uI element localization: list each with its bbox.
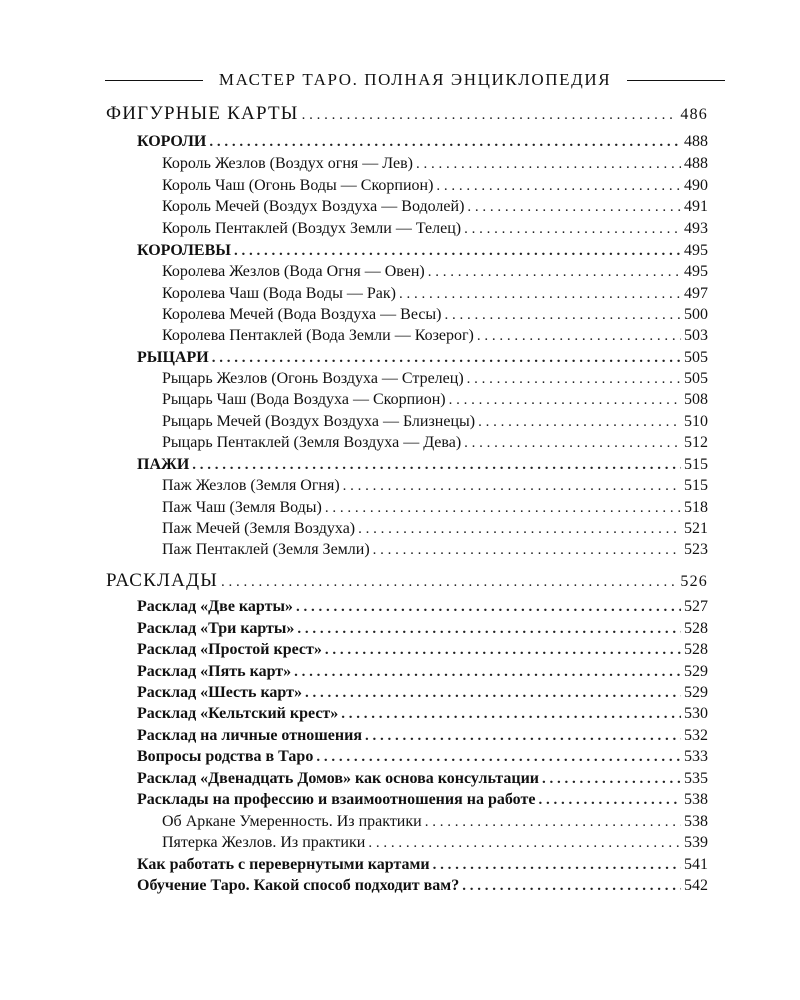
toc-page-number: 491 [684,198,708,215]
toc-page-number: 526 [680,573,708,590]
toc-section [106,570,708,592]
toc-page-number: 495 [684,263,708,280]
dot-leader [341,706,681,723]
dot-leader [296,599,681,616]
toc-page-number: 503 [684,327,708,344]
toc-page-number: 510 [684,413,708,430]
toc-page-number: 530 [684,705,708,722]
toc-page-number: 493 [684,220,708,237]
dot-leader [425,814,681,831]
dot-leader [358,521,681,538]
toc-chapter [106,598,708,616]
toc-subentry [106,155,708,173]
toc-page-number: 539 [684,834,708,851]
toc-page-number: 512 [684,434,708,451]
dot-leader [416,156,681,173]
toc-entry-title: Об Аркане Умеренность. Из практики [162,813,422,830]
toc-chapter [106,242,708,260]
toc-page-number: 488 [684,155,708,172]
toc-page-number: 488 [684,133,708,150]
dot-leader [221,574,677,591]
toc-entry-title: Паж Чаш (Земля Воды) [162,499,322,516]
dot-leader [365,728,681,745]
toc-subentry [106,391,708,409]
toc-subentry [106,541,708,559]
toc-chapter [106,705,708,723]
toc-entry-title: Как работать с перевернутыми картами [137,856,430,873]
dot-leader [234,243,681,260]
toc-entry-title: Расклад «Три карты» [137,620,295,637]
toc-page-number: 532 [684,727,708,744]
toc-page-number: 500 [684,306,708,323]
toc-chapter [106,133,708,151]
toc-subentry [106,177,708,195]
toc-chapter [106,727,708,745]
toc-subentry [106,434,708,452]
dot-leader [325,500,681,517]
running-header [105,66,725,94]
toc-entry-title: Король Чаш (Огонь Воды — Скорпион) [162,177,434,194]
dot-leader [467,199,681,216]
dot-leader [343,478,681,495]
toc-page-number: 515 [684,456,708,473]
toc-page-number: 490 [684,177,708,194]
toc-entry-title: Рыцарь Чаш (Вода Воздуха — Скорпион) [162,391,446,408]
dot-leader [428,264,681,281]
toc-page-number: 529 [684,663,708,680]
toc-entry-title: Королева Мечей (Вода Воздуха — Весы) [162,306,442,323]
dot-leader [192,457,681,474]
toc-entry-title: Расклад «Шесть карт» [137,684,302,701]
toc-entry-title: Король Мечей (Воздух Воздуха — Водолей) [162,198,465,215]
dot-leader [212,350,681,367]
dot-leader [477,328,681,345]
toc-entry-title: РАСКЛАДЫ [106,570,218,591]
toc-page-number: 527 [684,598,708,615]
toc-page-number: 486 [680,106,708,123]
toc-chapter [106,856,708,874]
toc-entry-title: Пятерка Жезлов. Из практики [162,834,366,851]
toc-subentry [106,413,708,431]
dot-leader [305,685,681,702]
toc-page-number: 518 [684,499,708,516]
dot-leader [449,392,681,409]
toc-page-number: 538 [684,813,708,830]
toc-entry-title: Расклад «Пять карт» [137,663,292,680]
dot-leader [373,542,681,559]
dot-leader [462,878,681,895]
toc-subentry [106,834,708,852]
toc-entry-title: Паж Жезлов (Земля Огня) [162,477,340,494]
toc-entry-title: Паж Мечей (Земля Воздуха) [162,520,356,537]
toc-subentry [106,520,708,538]
dot-leader [294,664,681,681]
toc-entry-title: Королева Пентаклей (Вода Земли — Козерог) [162,327,474,344]
toc-chapter [106,641,708,659]
toc-page-number: 535 [684,770,708,787]
toc-entry-title: ПАЖИ [137,456,190,473]
toc-entry-title: ФИГУРНЫЕ КАРТЫ [106,103,299,124]
toc-page-number: 521 [684,520,708,537]
toc-entry-title: Паж Пентаклей (Земля Земли) [162,541,370,558]
toc-entry-title: РЫЦАРИ [137,349,209,366]
toc-subentry [106,813,708,831]
toc-subentry [106,263,708,281]
dot-leader [436,178,681,195]
toc-subentry [106,370,708,388]
toc-page-number: 495 [684,242,708,259]
toc-subentry [106,220,708,238]
toc-page-number: 497 [684,285,708,302]
toc-page-number: 515 [684,477,708,494]
running-header-title: МАСТЕР ТАРО. ПОЛНАЯ ЭНЦИКЛОПЕДИЯ [218,70,612,89]
toc-entry-title: Расклад «Двенадцать Домов» как основа консультации [137,770,539,787]
toc-entry-title: Расклад на личные отношения [137,727,362,744]
dot-leader [297,621,681,638]
toc-page-number: 523 [684,541,708,558]
toc-entry-title: Расклад «Кельтский крест» [137,705,339,722]
toc-entry-title: Вопросы родства в Таро [137,748,314,765]
toc-chapter [106,791,708,809]
dot-leader [538,792,681,809]
toc-subentry [106,477,708,495]
dot-leader [464,435,681,452]
toc-entry-title: Расклады на профессию и взаимоотношения на работе [137,791,536,808]
toc-page-number: 505 [684,349,708,366]
header-rule-right [627,80,725,81]
toc-entry-title: Королева Чаш (Вода Воды — Рак) [162,285,396,302]
dot-leader [368,835,681,852]
toc-chapter [106,684,708,702]
toc-page-number: 505 [684,370,708,387]
dot-leader [467,371,681,388]
dot-leader [316,749,681,766]
toc-entry-title: Расклад «Две карты» [137,598,293,615]
toc-entry-title: Король Пентаклей (Воздух Земли — Телец) [162,220,462,237]
dot-leader [325,642,681,659]
header-rule-left [105,80,203,81]
toc-page-number: 528 [684,620,708,637]
dot-leader [464,221,681,238]
toc-page-number: 529 [684,684,708,701]
toc-subentry [106,499,708,517]
dot-leader [399,286,681,303]
toc-page-number: 533 [684,748,708,765]
toc-subentry [106,327,708,345]
toc-entry-title: Рыцарь Жезлов (Огонь Воздуха — Стрелец) [162,370,464,387]
toc-entry-title: КОРОЛЕВЫ [137,242,231,259]
toc-chapter [106,620,708,638]
dot-leader [478,414,681,431]
toc-entry-title: КОРОЛИ [137,133,207,150]
toc-entry-title: Обучение Таро. Какой способ подходит вам? [137,877,460,894]
dot-leader [445,307,682,324]
toc-page-number: 542 [684,877,708,894]
toc-page-number: 541 [684,856,708,873]
toc-entry-title: Расклад «Простой крест» [137,641,322,658]
toc-chapter [106,456,708,474]
toc-entry-title: Король Жезлов (Воздух огня — Лев) [162,155,414,172]
toc-section [106,103,708,125]
toc-chapter [106,663,708,681]
toc-chapter [106,770,708,788]
dot-leader [542,771,681,788]
toc-subentry [106,306,708,324]
toc-entry-title: Рыцарь Пентаклей (Земля Воздуха — Дева) [162,434,462,451]
toc-page-number: 508 [684,391,708,408]
dot-leader [433,857,681,874]
toc-subentry [106,198,708,216]
dot-leader [302,107,678,124]
dot-leader [209,134,681,151]
toc-page-number: 538 [684,791,708,808]
toc-entry-title: Рыцарь Мечей (Воздух Воздуха — Близнецы) [162,413,476,430]
toc-page-number: 528 [684,641,708,658]
toc-subentry [106,285,708,303]
toc-chapter [106,349,708,367]
toc-chapter [106,748,708,766]
toc-entry-title: Королева Жезлов (Вода Огня — Овен) [162,263,425,280]
toc-chapter [106,877,708,895]
